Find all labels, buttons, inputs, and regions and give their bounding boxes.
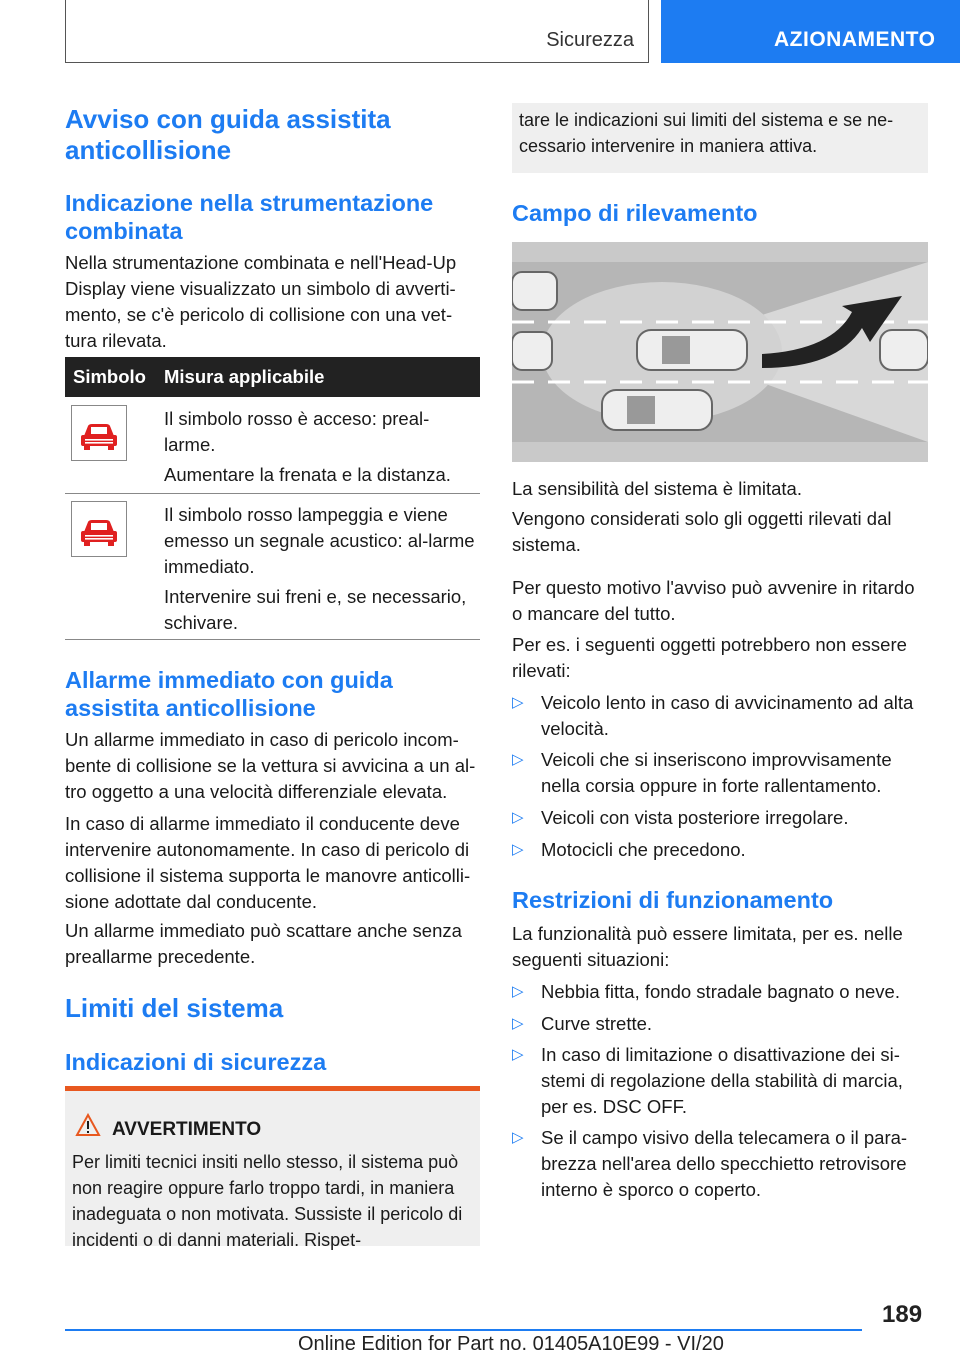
paragraph-per-es: Per es. i seguenti oggetti potrebbero non essere rilevati: <box>512 634 907 681</box>
paragraph-allarme-1: Un allarme immediato in caso di pericolo incom-bente di collisione se la vettura si avvicina a un al-tro oggetto a una velocità differenziale elevata. <box>65 729 476 802</box>
bullet-triangle-icon: ▷ <box>512 983 524 1000</box>
header-box <box>65 0 649 63</box>
table-divider <box>65 639 480 640</box>
detection-field-illustration <box>512 242 928 462</box>
warning-triangle-icon <box>75 1113 101 1137</box>
heading-indicazione: Indicazione nella strumentazione combinata <box>65 190 434 244</box>
car-warning-icon <box>72 406 126 460</box>
bullet-triangle-icon: ▷ <box>512 1015 524 1032</box>
table-row2-line1: Il simbolo rosso lampeggia e viene emesso un segnale acustico: al-larme immediato. <box>164 504 475 577</box>
bullet-triangle-icon: ▷ <box>512 809 524 826</box>
footer-rule <box>65 1329 862 1331</box>
paragraph-oggetti: Vengono considerati solo gli oggetti rilevati dal sistema. <box>512 508 892 555</box>
warning-title: AVVERTIMENTO <box>112 1119 262 1140</box>
heading-allarme: Allarme immediato con guida assistita anticollisione <box>65 667 393 721</box>
table-row2-line2: Intervenire sui freni e, se necessario, schivare. <box>164 586 467 633</box>
paragraph-motivo: Per questo motivo l'avviso può avvenire in ritardo o mancare del tutto. <box>512 577 915 624</box>
table-divider <box>65 493 480 494</box>
bullet-triangle-icon: ▷ <box>512 1129 524 1146</box>
paragraph-indicazione: Nella strumentazione combinata e nell'Head-Up Display viene visualizzato un simbolo di avverti-mento, se c'è pericolo di collisione con una vet-tura rilevata. <box>65 252 457 351</box>
bullet-triangle-icon: ▷ <box>512 1046 524 1063</box>
bullet-triangle-icon: ▷ <box>512 841 524 858</box>
warning-text-continued: tare le indicazioni sui limiti del sistema e se ne-cessario intervenire in maniera attiva. <box>519 110 894 156</box>
table-header <box>65 357 480 397</box>
heading-limiti: Limiti del sistema <box>65 993 284 1023</box>
heading-campo: Campo di rilevamento <box>512 200 758 226</box>
paragraph-sensibilita: La sensibilità del sistema è limitata. <box>512 478 802 499</box>
car-warning-symbol <box>71 405 127 461</box>
warning-text: Per limiti tecnici insiti nello stesso, il sistema può non reagire oppure farlo troppo tardi, in maniera inadeguata o non motivata. Sussiste il pericolo di incidenti o di danni materiali. Rispet- <box>72 1152 463 1250</box>
section-title: Sicurezza <box>546 29 634 51</box>
page-number: 189 <box>882 1301 923 1328</box>
car-warning-icon <box>72 502 126 556</box>
paragraph-restrizioni: La funzionalità può essere limitata, per es. nelle seguenti situazioni: <box>512 923 903 970</box>
table-header-simbolo: Simbolo <box>73 366 146 387</box>
heading-sicurezza: Indicazioni di sicurezza <box>65 1049 327 1075</box>
paragraph-allarme-2: In caso di allarme immediato il conducente deve intervenire autonomamente. In caso di pericolo di collisione il sistema supporta le manovre anticolli-sione adottate dal conducente. <box>65 813 471 912</box>
road-cars-diagram <box>512 242 928 462</box>
warning-box-continued <box>512 103 928 173</box>
paragraph-allarme-3: Un allarme immediato può scattare anche senza preallarme precedente. <box>65 920 462 967</box>
table-header-misura: Misura applicabile <box>164 366 325 387</box>
car-warning-symbol <box>71 501 127 557</box>
warning-box <box>65 1086 480 1250</box>
heading-restrizioni: Restrizioni di funzionamento <box>512 887 834 913</box>
bullet-triangle-icon: ▷ <box>512 694 524 711</box>
heading-avviso: Avviso con guida assistita anticollisione <box>65 104 391 165</box>
footer-edition: Online Edition for Part no. 01405A10E99 - VI/20 <box>298 1333 724 1355</box>
bullet-triangle-icon: ▷ <box>512 751 524 768</box>
table-row1-line2: Aumentare la frenata e la distanza. <box>164 464 451 485</box>
chapter-tab[interactable]: AZIONAMENTO <box>661 0 960 63</box>
table-row1-line1: Il simbolo rosso è acceso: preal-larme. <box>164 408 430 455</box>
